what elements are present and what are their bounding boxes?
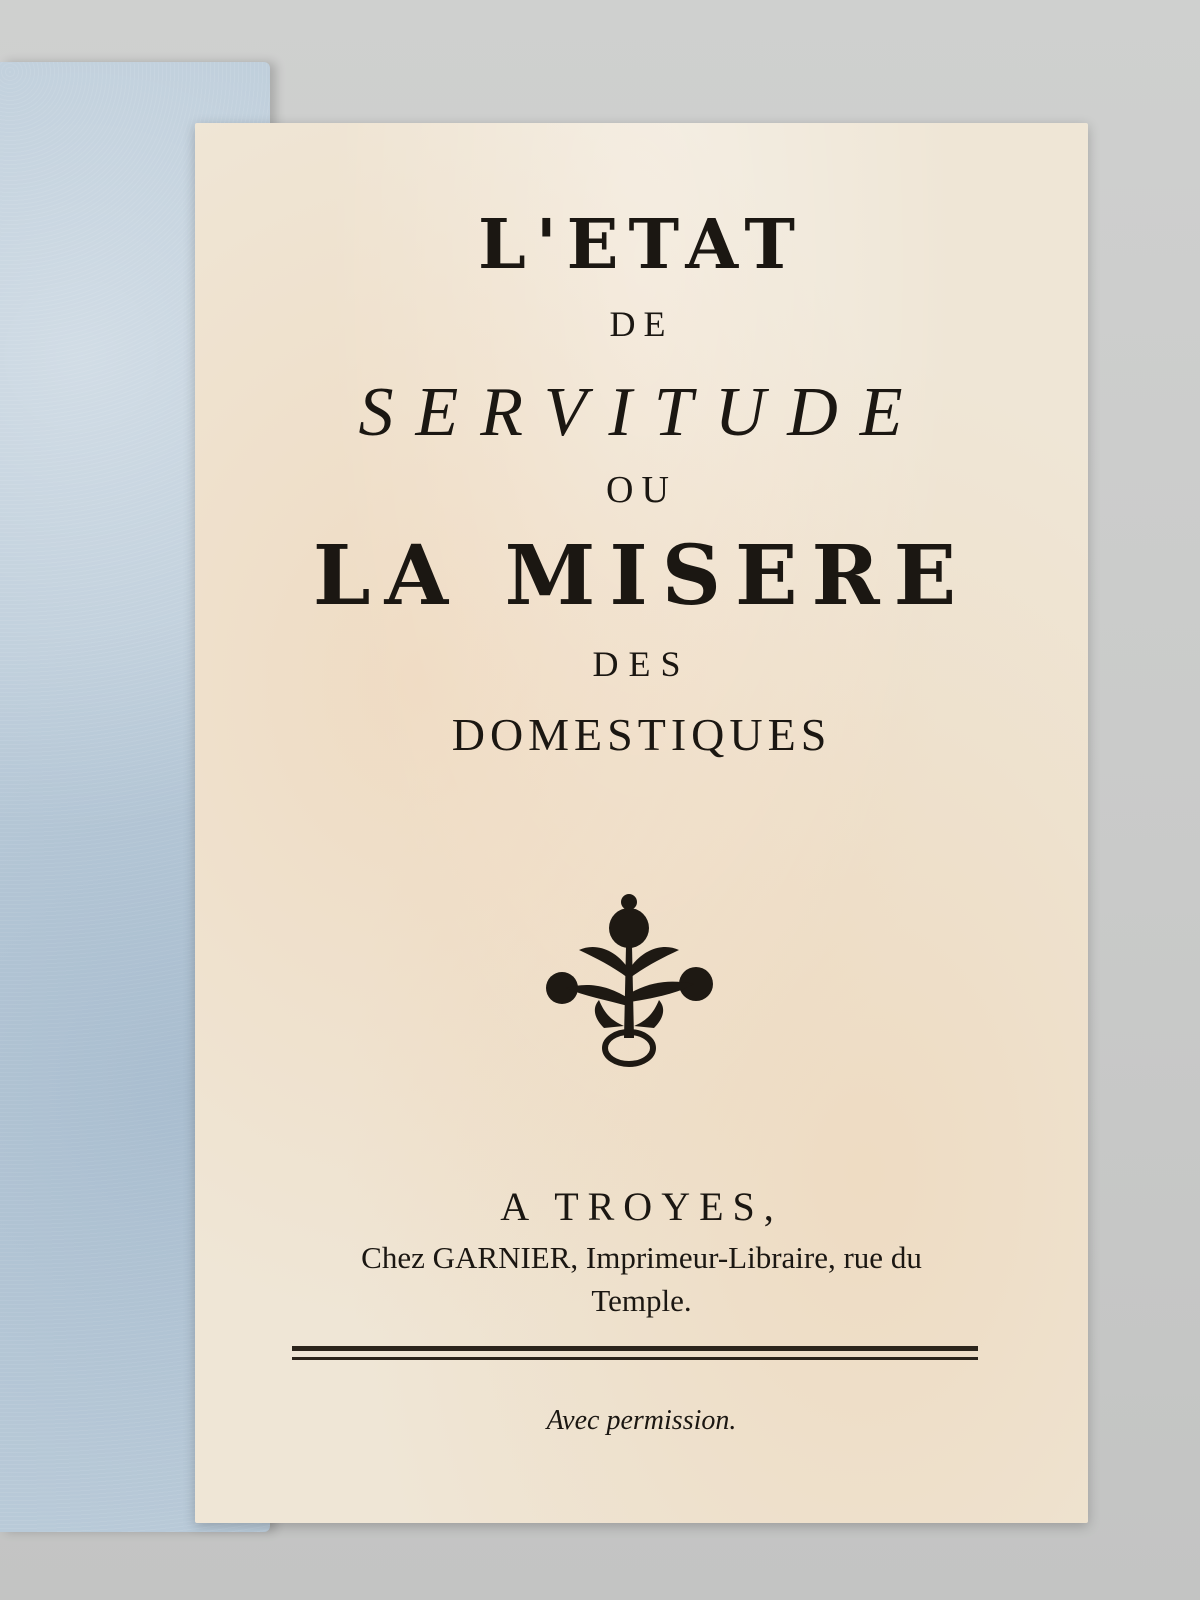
double-rule-divider [292, 1346, 978, 1360]
title-line-servitude: SERVITUDE [358, 374, 925, 451]
imprint-street: Temple. [591, 1283, 692, 1318]
floral-fleuron-icon [544, 888, 714, 1068]
title-page [195, 123, 1088, 1523]
title-line-des: DES [592, 644, 691, 684]
title-line-la-misere: LA MISERE [312, 528, 971, 624]
title-line-ou: OU [606, 469, 677, 511]
title-line-etat: L'ETAT [478, 205, 805, 285]
title-line-de: DE [609, 304, 674, 344]
title-line-domestiques: DOMESTIQUES [451, 709, 832, 760]
permission-note: Avec permission. [546, 1405, 737, 1436]
imprint-printer: Chez GARNIER, Imprimeur-Libraire, rue du [361, 1240, 922, 1275]
imprint-place: A TROYES, [500, 1184, 783, 1229]
